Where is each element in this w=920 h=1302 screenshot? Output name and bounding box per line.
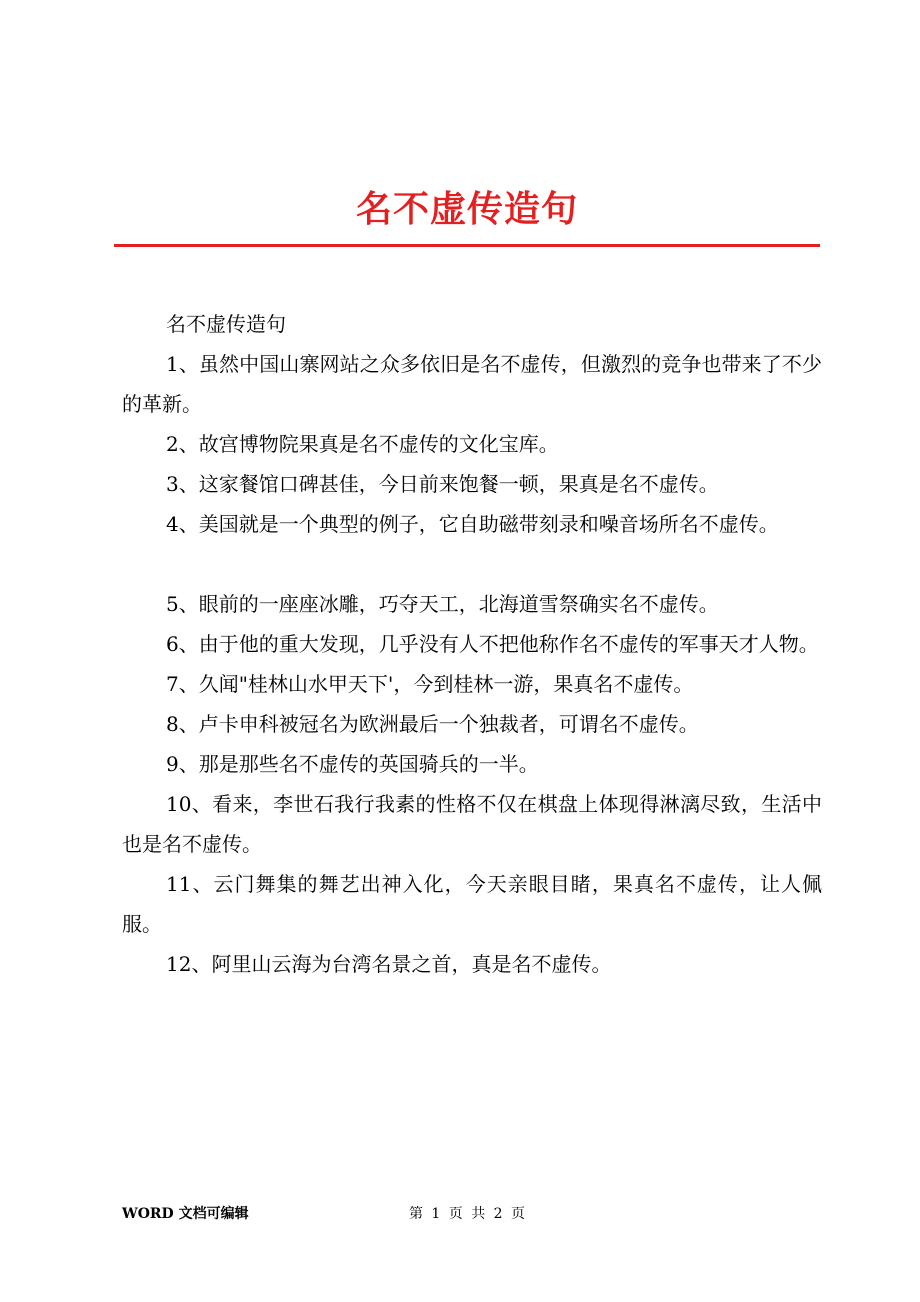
footer-editable-label: WORD 文档可编辑 [122,1206,249,1222]
sentence-10: 10、看来，李世石我行我素的性格不仅在棋盘上体现得淋漓尽致，生活中也是名不虚传。 [122,792,822,856]
sentence-5: 5、眼前的一座座冰雕，巧夺天工，北海道雪祭确实名不虚传。 [166,592,719,616]
footer-page-number: 第 1 页 共 2 页 [408,1206,526,1222]
document-title: 名不虚传造句 [355,188,578,231]
sentence-6: 6、由于他的重大发现，几乎没有人不把他称作名不虚传的军事天才人物。 [166,632,819,656]
sentence-3: 3、这家餐馆口碑甚佳，今日前来饱餐一顿，果真是名不虚传。 [166,472,719,496]
title-divider [114,244,820,247]
sentence-4: 4、美国就是一个典型的例子，它自助磁带刻录和噪音场所名不虚传。 [166,512,779,536]
intro-paragraph: 名不虚传造句 [166,312,286,336]
document-body [122,304,822,984]
sentence-11: 11、云门舞集的舞艺出神入化，今天亲眼目睹，果真名不虚传，让人佩服。 [122,872,822,936]
sentence-7: 7、久闻"桂林山水甲天下'，今到桂林一游，果真名不虚传。 [166,672,694,696]
sentence-2: 2、故宫博物院果真是名不虚传的文化宝库。 [166,432,559,456]
sentence-12: 12、阿里山云海为台湾名景之首，真是名不虚传。 [166,952,612,976]
sentence-8: 8、卢卡申科被冠名为欧洲最后一个独裁者，可谓名不虚传。 [166,712,699,736]
sentence-9: 9、那是那些名不虚传的英国骑兵的一半。 [166,752,539,776]
sentence-1: 1、虽然中国山寨网站之众多依旧是名不虚传，但激烈的竞争也带来了不少的革新。 [122,352,822,416]
